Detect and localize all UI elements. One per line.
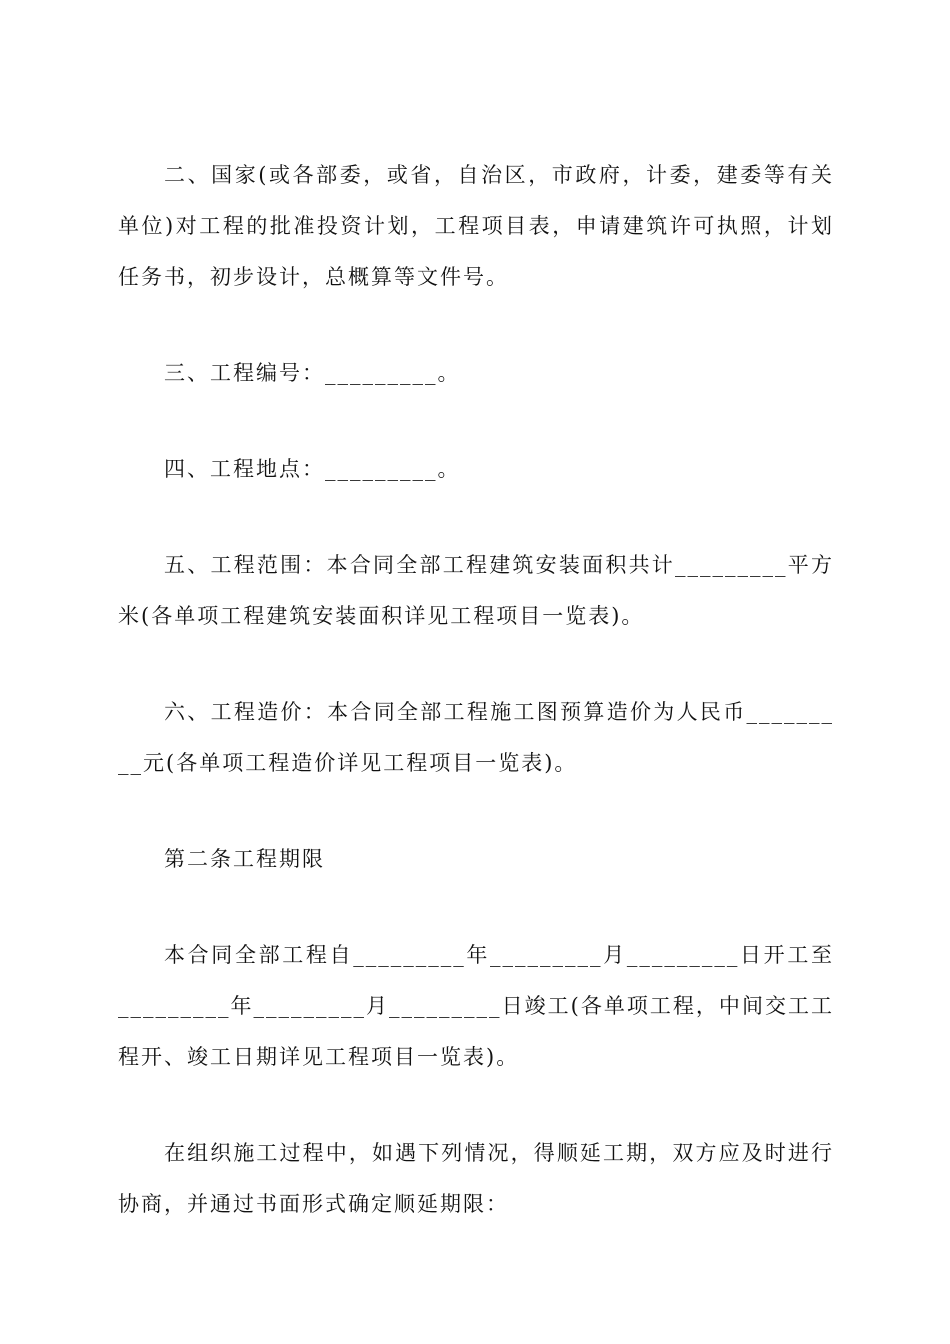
paragraph-spacer bbox=[118, 399, 834, 444]
clause-two-approval-docs: 二、国家(或各部委，或省，自治区，市政府，计委，建委等有关单位)对工程的批准投资计划，工程项目表，申请建筑许可执照，计划任务书，初步设计，总概算等文件号。 bbox=[118, 163, 834, 289]
paragraph-spacer bbox=[118, 1083, 834, 1128]
paragraph-spacer bbox=[118, 303, 834, 348]
article-two-heading: 第二条工程期限 bbox=[164, 847, 325, 871]
paragraph-spacer bbox=[118, 789, 834, 834]
paragraph-spacer bbox=[118, 495, 834, 540]
paragraph-spacer bbox=[118, 642, 834, 687]
clause-six-project-cost: 六、工程造价：本合同全部工程施工图预算造价为人民币_________元(各单项工程造价详见工程项目一览表)。 bbox=[118, 700, 834, 775]
project-term-dates: 本合同全部工程自_________年_________月_________日开工至_________年_________月_________日竣工(各单项工程，中间交工工程开、竣工日期详见工程项目一览表)。 bbox=[118, 943, 834, 1069]
document-body bbox=[118, 150, 834, 1230]
extension-conditions: 在组织施工过程中，如遇下列情况，得顺延工期，双方应及时进行协商，并通过书面形式确定顺延期限： bbox=[118, 1141, 834, 1216]
clause-five-project-scope: 五、工程范围：本合同全部工程建筑安装面积共计_________平方米(各单项工程建筑安装面积详见工程项目一览表)。 bbox=[118, 553, 834, 628]
paragraph-spacer bbox=[118, 885, 834, 930]
clause-three-project-number: 三、工程编号：_________。 bbox=[164, 361, 461, 385]
clause-four-project-location: 四、工程地点：_________。 bbox=[164, 457, 461, 481]
